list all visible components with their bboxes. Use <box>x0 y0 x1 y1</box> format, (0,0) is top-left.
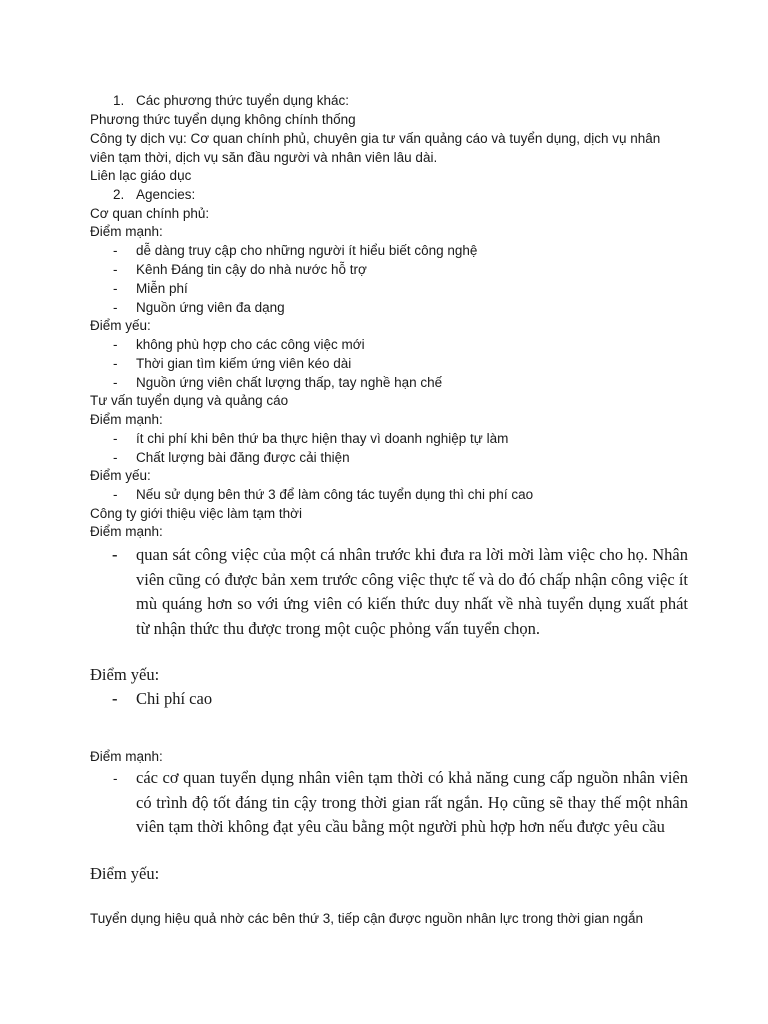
item-1-text: Các phương thức tuyển dụng khác: <box>136 93 350 108</box>
temp-strengths-label: Điểm mạnh: <box>90 524 163 539</box>
bullet-dash: - <box>113 450 118 465</box>
gov-weakness-item: Thời gian tìm kiếm ứng viên kéo dài <box>136 356 352 371</box>
temp-strength-paragraph: quan sát công việc của một cá nhân trước khi đưa ra lời mời làm việc cho họ. Nhân viên cũng có được bản xem trước công việc thực tế và do đó chấp nhận công việc ít mù quáng hơn so với ứng viên có kiến thức duy nhất về nhà tuyển dụng xuất phát từ nhận thức thu được trong một cuộc phỏng vấn tuyển chọn. <box>136 545 688 638</box>
adv-strength-item: ít chi phí khi bên thứ ba thực hiện thay vì doanh nghiệp tự làm <box>136 431 509 446</box>
item-2-text: Agencies: <box>136 187 196 202</box>
item-2-number: 2. <box>113 187 125 202</box>
bullet-dash: - <box>113 281 118 296</box>
bullet-dash: - <box>113 431 118 446</box>
bullet-dash: - <box>113 375 118 390</box>
temp-weakness-item: Chi phí cao <box>136 689 213 708</box>
final-line: Tuyển dụng hiệu quả nhờ các bên thứ 3, tiếp cận được nguồn nhân lực trong thời gian ngắn <box>90 911 644 926</box>
bullet-dash: - <box>113 262 118 277</box>
line-lien-lac: Liên lạc giáo dục <box>90 168 192 183</box>
gov-strength-item: Miễn phí <box>136 281 188 296</box>
gov-weakness-item: không phù hợp cho các công việc mới <box>136 337 365 352</box>
adv-heading: Tư vấn tuyển dụng và quảng cáo <box>90 393 289 408</box>
gov-strengths-label: Điểm mạnh: <box>90 224 163 239</box>
gov-weaknesses-label: Điểm yếu: <box>90 318 151 333</box>
gov-heading: Cơ quan chính phủ: <box>90 206 210 221</box>
bullet-dash: - <box>113 337 118 352</box>
temp-heading: Công ty giới thiệu việc làm tạm thời <box>90 506 303 521</box>
adv-weaknesses-label: Điểm yếu: <box>90 468 151 483</box>
item-1-number: 1. <box>113 93 125 108</box>
s2-weaknesses-label: Điểm yếu: <box>90 864 160 883</box>
s2-strengths-label: Điểm mạnh: <box>90 749 163 764</box>
bullet-dash: - <box>112 689 118 708</box>
temp-weaknesses-label: Điểm yếu: <box>90 665 160 684</box>
gov-strength-item: Nguồn ứng viên đa dạng <box>136 300 285 315</box>
gov-strength-item: Kênh Đáng tin cậy do nhà nước hỗ trợ <box>136 262 367 277</box>
gov-strength-item: dễ dàng truy cập cho những người ít hiểu biết công nghệ <box>136 243 478 258</box>
adv-strengths-label: Điểm mạnh: <box>90 412 163 427</box>
gov-weakness-item: Nguồn ứng viên chất lượng thấp, tay nghề hạn chế <box>136 375 443 390</box>
bullet-dash: - <box>113 243 118 258</box>
adv-strength-item: Chất lượng bài đăng được cải thiện <box>136 450 350 465</box>
bullet-dash: - <box>113 356 118 371</box>
adv-weakness-item: Nếu sử dụng bên thứ 3 để làm công tác tuyển dụng thì chi phí cao <box>136 487 534 502</box>
line-phuong-thuc: Phương thức tuyển dụng không chính thống <box>90 112 356 127</box>
s2-strength-paragraph: các cơ quan tuyển dụng nhân viên tạm thời có khả năng cung cấp nguồn nhân viên có trình độ tốt đáng tin cậy trong thời gian rất ngắn. Họ cũng sẽ thay thế một nhân viên tạm thời không đạt yêu cầu bằng một người phù hợp hơn nếu được yêu cầu <box>136 768 688 837</box>
line-cong-ty-1: Công ty dịch vụ: Cơ quan chính phủ, chuyên gia tư vấn quảng cáo và tuyển dụng, dịch vụ nhân <box>90 131 661 146</box>
bullet-dash: - <box>113 300 118 315</box>
line-cong-ty-2: viên tạm thời, dịch vụ săn đầu người và nhân viên lâu dài. <box>90 150 438 165</box>
bullet-dash: - <box>113 487 118 502</box>
bullet-dash: - <box>112 545 118 564</box>
bullet-dash: - <box>113 771 118 786</box>
